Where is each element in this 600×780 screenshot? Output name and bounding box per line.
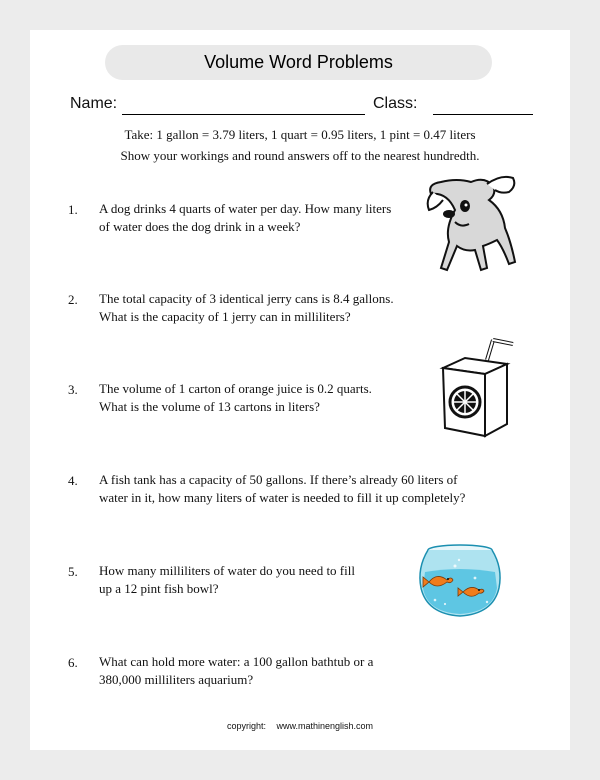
class-field[interactable] (373, 95, 535, 115)
name-field[interactable] (70, 95, 370, 115)
question-number: 2. (68, 292, 78, 307)
question-number: 5. (68, 564, 78, 579)
question-4-text (99, 471, 465, 507)
question-5-text (99, 562, 355, 598)
conversion-note: Take: 1 gallon = 3.79 liters, 1 quart = 0.95 liters, 1 pint = 0.47 liters (124, 127, 476, 142)
question-line: What is the volume of 13 cartons in liters? (99, 399, 320, 414)
dog-illustration (425, 170, 525, 280)
question-line: What can hold more water: a 100 gallon bathtub or a (99, 654, 374, 669)
question-2-text (99, 290, 394, 326)
question-line: of water does the dog drink in a week? (99, 219, 301, 234)
question-line: 380,000 milliliters aquarium? (99, 672, 254, 687)
name-label: Name: (70, 95, 118, 112)
class-blank-line[interactable] (433, 114, 533, 115)
question-line: What is the capacity of 1 jerry can in milliliters? (99, 309, 351, 324)
worksheet-page (30, 30, 570, 750)
question-number: 4. (68, 473, 78, 488)
question-line: water in it, how many liters of water is needed to fill it up completely? (99, 490, 466, 505)
question-number: 1. (68, 202, 78, 217)
question-line: How many milliliters of water do you need to fill (99, 563, 355, 578)
question-line: The volume of 1 carton of orange juice is 0.2 quarts. (99, 381, 372, 396)
question-1-text (99, 200, 391, 236)
page-title: Volume Word Problems (105, 45, 492, 80)
question-line: up a 12 pint fish bowl? (99, 581, 219, 596)
juice-carton-illustration (435, 332, 525, 442)
question-number: 3. (68, 382, 78, 397)
fish-bowl-illustration (415, 542, 505, 622)
website-link[interactable]: www.mathinenglish.com (276, 721, 374, 731)
question-line: A dog drinks 4 quarts of water per day. How many liters (99, 201, 392, 216)
question-number: 6. (68, 655, 78, 670)
question-6-text (99, 653, 373, 689)
question-line: The total capacity of 3 identical jerry cans is 8.4 gallons. (99, 291, 394, 306)
name-blank-line[interactable] (122, 114, 365, 115)
class-label: Class: (373, 95, 418, 112)
footer (30, 721, 570, 731)
copyright-label: copyright: (226, 721, 266, 731)
directions-note: Show your workings and round answers off to the nearest hundredth. (120, 148, 480, 163)
question-line: A fish tank has a capacity of 50 gallons. If there’s already 60 liters of (99, 472, 458, 487)
question-3-text (99, 380, 372, 416)
